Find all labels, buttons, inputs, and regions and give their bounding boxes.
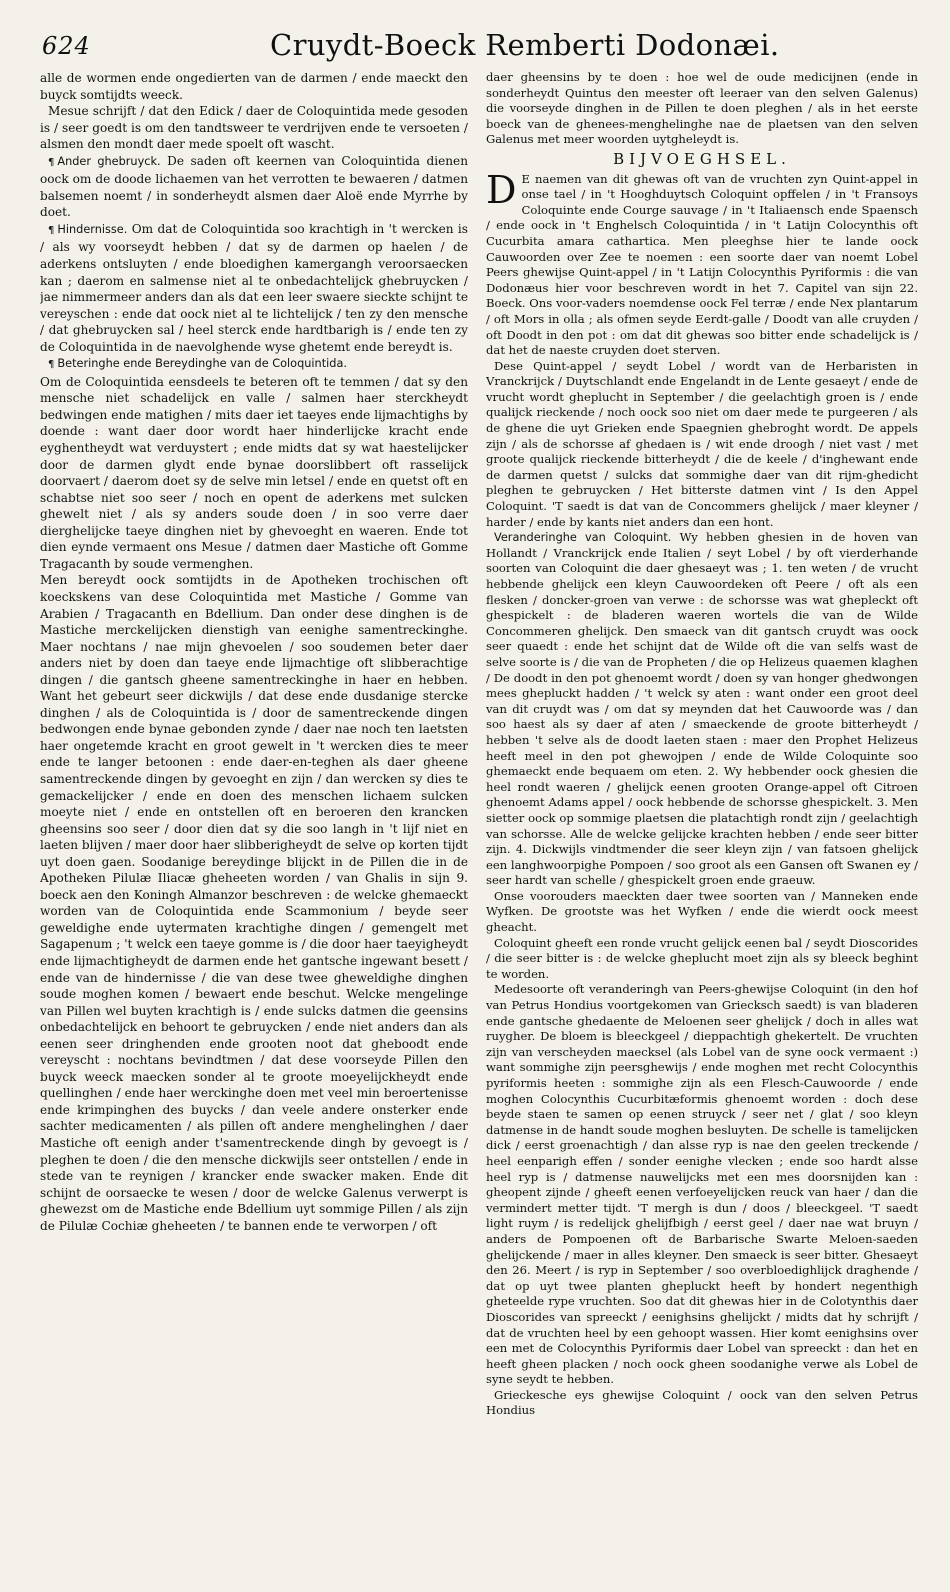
paragraph-sign: ¶ — [48, 359, 55, 371]
paragraph: Onse voorouders maeckten daer twee soorten van / Manneken ende Wyfken. De grootste was het Wyfken / ende die wierdt oock meest gheacht. — [486, 888, 918, 935]
page-number: 624 — [42, 32, 91, 60]
paragraph-text: Om dat de Coloquintida soo krachtigh in 't wercken is / als wy voorseydt hebben / dat sy de darmen op haelen / de aderkens ontsluyten / ende bloedighen kamergangh veroorsaecken kan ; daerom en salmense niet al te onbedachtelijck ghebruycken / jae nimmermeer anders dan als dat een leer swaere sieckte schijnt te vereyschen : ende dat oock niet al te lichtelijck / ten zy den mensche / dat ghebruycken sal / heel sterck ende hardtbarigh is / ende ten zy de Coloquintida in de naevolghende wyse ghetemt ende bereydt is. — [40, 221, 468, 354]
left-column — [40, 70, 468, 1578]
paragraph — [40, 153, 468, 221]
paragraph: Dese Quint-appel / seydt Lobel / wordt van de Herbaristen in Vranckrijck / Duytschlandt ende Engelandt in de Lente gesaeyt / ende de vrucht wordt gheplucht in September / die geelachtigh groen is / ende qualijck rieckende / noch oock soo niet om daer mede te purgeeren / als de ghene die uyt Grieken ende Spaegnien ghebroght wordt. De appels zijn / als de schorsse af ghedaen is / wit ende droogh / niet vast / met groote qualijck rieckende bitterheydt / die de keele / d'inghewant ende de darmen quetst / sulcks dat sommighe daer van dit rijm-ghedicht pleghen te gebruycken / Het bitterste datmen vint / Is den Appel Coloquint. 'T saedt is dat van de Concommers ghelijck / maer kleyner / harder / ende by kants niet anders dan een hont. — [486, 358, 918, 529]
paragraph-sign: ¶ — [48, 224, 55, 236]
section-label: Ander ghebruyck. — [57, 154, 161, 168]
paragraph: Grieckesche eys ghewijse Coloquint / oock van den selven Petrus Hondius — [486, 1387, 918, 1418]
section-label: Veranderinghe van Coloquint. — [494, 531, 672, 545]
paragraph-text: De saden oft keernen van Coloquintida dienen oock om de doode lichaemen van het verrotten te bewaeren / datmen balsemen noemt / in sonderheydt alsmen daer Aloë ende Myrrhe by doet. — [40, 153, 468, 220]
paragraph — [486, 530, 918, 889]
paragraph-text: E naemen van dit ghewas oft van de vruchten zyn Quint-appel in onse tael / in 't Hooghduytsch Coloquint opffelen / in 't Fransoys Coloquinte ende Courge sauvage / in 't Italiaensch ende Spaensch / ende oock in 't Enghelsch Coloquintida / in 't Latijn Colocynthis oft Cucurbita amara cathartica. Men pleeghse hier te lande oock Cauwoorden over Zee te noemen : een soorte daer van noemt Lobel Peers ghewijse Quint-appel / in 't Latijn Colocynthis Pyriformis : die van Dodonæus hier voor beschreven wordt in het 7. Capitel van sijn 22. Boeck. Ons voor-vaders noemdense oock Fel terræ / ende Nex plantarum / oft Mors in olla ; als ofmen seyde Eerdt-galle / Doodt van alle cruyden / oft Doodt in den pot : om dat dit ghewas soo bitter ende schadelijck is / dat het de naeste cruyden doet sterven. — [486, 171, 918, 358]
paragraph-text: Wy hebben ghesien in de hoven van Hollandt / Vranckrijck ende Italien / seyt Lobel / by oft vierderhande soorten van Coloquint die daer ghesaeyt was ; 1. ten weten / de vrucht hebbende ghelijck een kleyn Cauwoordeken oft Peere / oft als een flesken / doncker-groen van verwe : de schorsse was wat ghepleckt oft ghespickelt : de bladeren waeren wortels die van de Wilde Concommeren ghelijck. Den smaeck van dit gantsch cruydt was oock seer quaedt : ende het schijnt dat de Wilde oft die van selfs wast de selve soorte is / die van de Propheten / die op Helizeus quaemen klaghen / De doodt in den pot ghenoemt wordt / doen sy van honger ghedwongen mees ghepluckt hadden / 't welck sy aten : want onder een groot deel van dit cruydt was / om dat sy meynden dat het Cauwoorde was / dan soo haest als sy daer af aten / smaeckende de groote bitterheydt / hebben 't selve als de doodt laeten staen : maer den Prophet Helizeus heeft meel in den pot ghewojpen / ende de Wilde Coloquinte soo ghemaeckt ende bequaem om eten. 2. Wy hebbender oock ghesien die heel rondt waeren / ghelijck eenen grooten Orange-appel oft Citroen ghenoemt Adams appel / oock hebbende de schorsse ghespickelt. 3. Men sietter oock op sommige plaetsen die platachtigh rondt zijn / geelachtigh van schorsse. Alle de welcke gelijcke krachten hebben / ende seer bitter zijn. 4. Dickwijls vindtmender die seer kleyn zijn / van fatsoen ghelijck een langhwoorpighe Pompoen / soo groot als een Gansen oft Swanen ey / seer hardt van schelle / ghespickelt groen ende graeuw. — [486, 530, 918, 888]
paragraph — [486, 167, 918, 359]
section-label: Hindernisse. — [57, 222, 128, 236]
running-title: Cruydt-Boeck Remberti Dodonæi. — [270, 28, 780, 62]
paragraph: Mesue schrijft / dat den Edick / daer de Coloquintida mede gesoden is / seer goedt is om den tandtsweer te verdrijven ende te versoeten / alsmen den mondt daer mede spoelt oft wascht. — [40, 104, 468, 152]
drop-cap: D — [486, 167, 517, 212]
right-column — [486, 70, 918, 1578]
paragraph: alle de wormen ende ongedierten van de darmen / ende maeckt den buyck somtijdts weeck. — [40, 71, 468, 102]
paragraph — [40, 355, 468, 374]
section-heading: BIJVOEGHSEL. — [613, 149, 791, 168]
paragraph: daer gheensins by te doen : hoe wel de oude medicijnen (ende in sonderheydt Quintus den meester oft leeraer van den selven Galenus) die voorseyde dinghen in de Pillen te doen pleghen / als in het eerste boeck van de ghenees-menghelinghe nae de plaetsen van den selven Galenus met meer woorden uytgheleydt is. — [486, 70, 918, 147]
paragraph-sign: ¶ — [48, 156, 55, 168]
paragraph — [40, 221, 468, 355]
paragraph: Coloquint gheeft een ronde vrucht gelijck eenen bal / seydt Dioscorides / die seer bitter is : de welcke gheplucht moet zijn als sy bleeck beghint te worden. — [486, 935, 918, 981]
section-label: Beteringhe ende Bereydinghe van de Coloquintida. — [57, 357, 347, 371]
paragraph: Om de Coloquintida eensdeels te beteren oft te temmen / dat sy den mensche niet schadelijck en valle / salmen haer sterckheydt bedwingen ende matighen / mits daer iet taeyes ende lijmachtighs by doende : want daer door wordt haer hinderlijcke kracht ende eyghentheydt wat verduystert ; ende midts dat sy wat haestelijcker door de darmen glydt ende bynae doorslibbert oft rasselijck doorvaert / daerom doet sy de selve min letsel / ende en quetst oft en schabtse niet soo seer / noch en opent de aderkens met sulcken ghewelt niet / als sy anders soude doen / in soo verre daer dierghelijcke taeye dinghen niet by ghevoeght en waeren. Ende tot dien eynde vermaent ons Mesue / datmen daer Mastiche oft Gomme Tragacanth by soude vermenghen. — [40, 374, 468, 571]
paragraph: Medesoorte oft veranderingh van Peers-ghewijse Coloquint (in den hof van Petrus Hondius voortgekomen van Griecksch saedt) is van bladeren ende gantsche ghedaente de Meloenen seer ghelijck / doch in alles wat ruygher. De bloem is bleeckgeel / dieppachtigh ghekertelt. De vruchten zijn van verscheyden maecksel (als Lobel van de syne oock vermaent :) want sommighe zijn peersghewijs / ende moghen met recht Colocynthis pyriformis heeten : sommighe zijn als een Flesch-Cauwoorde / ende moghen Colocynthis Cucurbitæformis ghenoemt worden : doch dese beyde staen te samen op eenen struyck / seer net / glat / soo kleyn datmense in de handt soude moghen besluyten. De schelle is tamelijcken dick / eerst groenachtigh / dan alsse ryp is nae den geelen treckende / heel eenparigh effen / sonder eenighe vlecken ; ende soo hardt alsse heel ryp is / datmense nauwelijcks met een mes doorsnijden kan : gheopent zijnde / gheeft eenen verfoeyelijcken reuck van haer / dan die vermindert metter tijdt. 'T mergh is dun / doos / bleeckgeel. 'T saedt light ruym / is redelijck ghelijfbigh / eerst geel / daer nae wat bruyn / anders de Pompoenen oft de Barbarische Swarte Meloen-saeden ghelijckende / maer in alles kleyner. Den smaeck is seer bitter. Ghesaeyt den 26. Meert / is ryp in September / soo overbloedighlijck draghende / dat op uyt twee planten ghepluckt heeft by hondert negenthigh gheteelde rype vruchten. Soo dat dit ghewas hier in de Colotynthis daer Dioscorides van spreeckt / eenighsins ghelijckt / midts dat hy schrijft / dat de vruchten heel by een gehoopt wassen. Hier komt eenighsins over een met de Colocynthis Pyriformis daer Lobel van spreeckt : dan het en heeft gheen placken / noch oock gheen soodanighe verwe als Lobel de syne seydt te hebben. — [486, 982, 918, 1387]
page-header — [0, 28, 950, 68]
paragraph: Men bereydt oock somtijdts in de Apotheken trochischen oft koeckskens van dese Coloquintida met Mastiche / Gomme van Arabien / Tragacanth en Bdellium. Dan onder dese dinghen is de Mastiche merckelijcken dienstigh van eenighe samentreckinghe. Maer nochtans / nae mijn ghevoelen / soo soudemen beter daer anders niet by doen dan taeye ende lijmachtige oft slibberachtige dingen / die gantsch gheene samentreckinghe in haer en hebben. Want het gebeurt seer dickwijls / dat dese ende dusdanige stercke dinghen / als de Coloquintida is / door de samentreckende dingen bedwongen ende bynae gebonden zynde / daer nae noch ten laetsten haer ongetemde kracht en groot gewelt in 't wercken dies te meer ende te langer betoonen : ende daer-en-teghen als daer gheene samentreckende dingen by gevoeght en zijn / dan wercken sy dies te gemackelijcker / ende en doen des menschen lichaem sulcken moeyte niet / ende en ontstellen oft en beroeren den krancken gheensins soo seer / door dien dat sy die soo langh in 't lijf niet en laeten blijven / maer door haer slibberigheydt de selve op korten tijdt uyt doen gaen. Soodanige bereydinge blijckt in de Pillen die in de Apotheken Pilulæ Iliacæ gheheeten worden / van Ghalis in sijn 9. boeck aen den Koningh Almanzor beschreven : de welcke ghemaeckt worden van de Coloquintida ende Scammonium / beyde seer geweldighe ende uytermaten krachtighe dingen / gemengelt met Sagapenum ; 't welck een taeye gomme is / die door haer taeyigheydt ende lijmachtigheydt de darmen ende het gantsche ingewant besett / ende van de hindernisse / die van dese twee gheweldighe dinghen soude moghen komen / bewaert ende beschut. Welcke mengelinge van Pillen wel buyten krachtigh is / ende sulcks datmen die geensins onbedachtelijck en behoort te gebruycken / ende niet anders dan als eenen seer dringhenden ende grooten noot dat gheboodt ende vereyscht : nochtans bevindtmen / dat dese voorseyde Pillen den buyck weeck maecken sonder al te groote moeyelijckheydt ende quellinghen / ende haer werckinghe doen met veel min beroertenisse ende krimpinghen des buycks / dan veele andere onsterker ende sachter medicamenten / als pillen oft andere menghelinghen / daer Mastiche oft eenigh ander t'samentreckende dingh by gevoegt is / pleghen te doen / die den mensche dickwijls seer ontstellen / ende in stede van te reynigen / krancker ende swacker maken. Ende dit schijnt de oorsaecke te wesen / door de welcke Galenus verwerpt is ghewezst om de Mastiche ende Bdellium uyt sommige Pillen / als zijn de Pilulæ Cochiæ gheheeten / te bannen ende te verworpen / oft — [40, 573, 468, 1233]
